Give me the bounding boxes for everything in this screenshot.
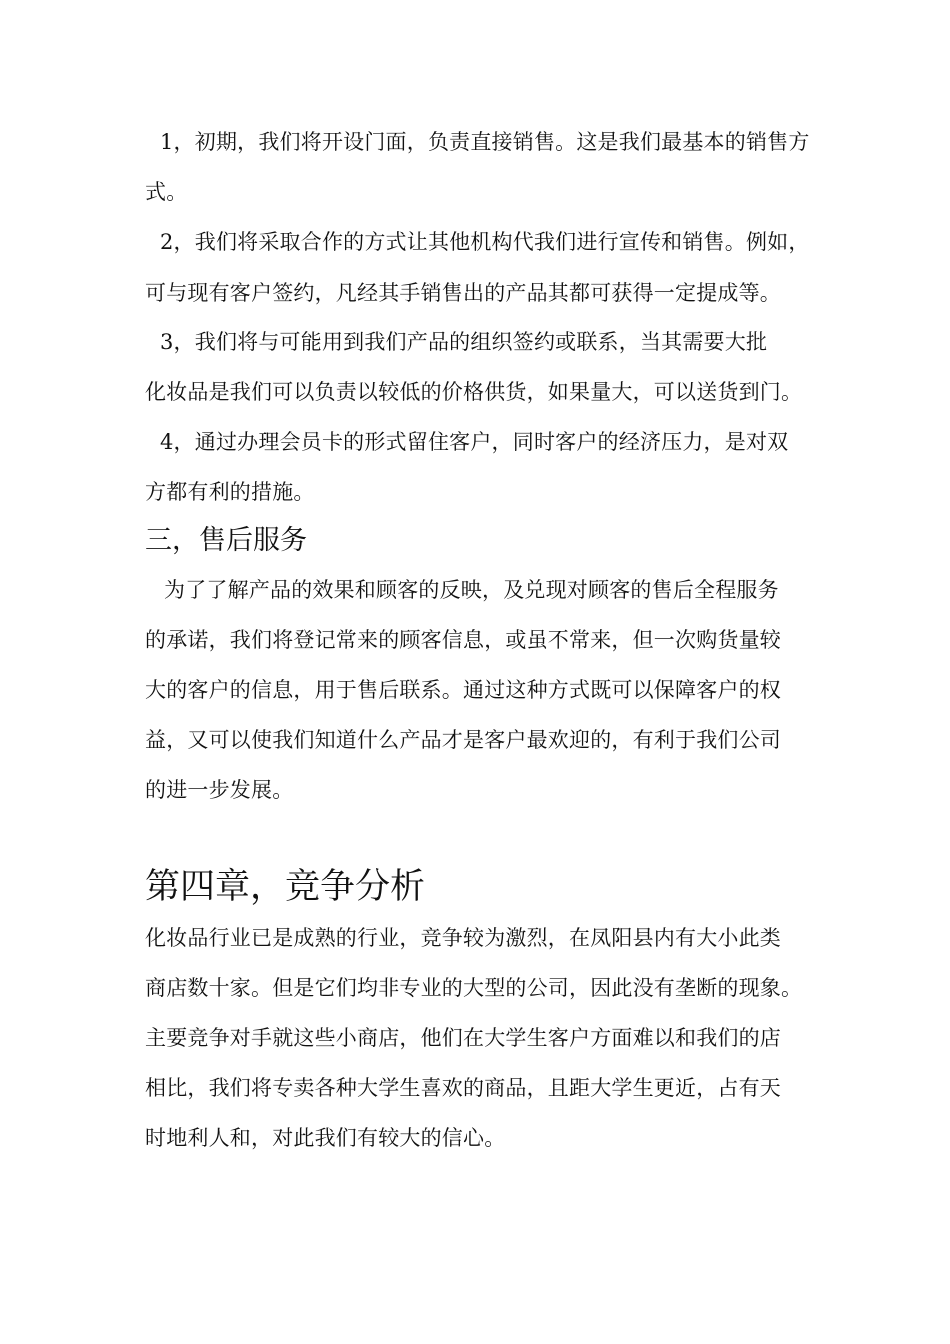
sales-item-4-line-2: 方都有利的措施。 bbox=[145, 480, 315, 504]
after-sales-line-1: 为了了解产品的效果和顾客的反映，及兑现对顾客的售后全程服务 bbox=[164, 578, 779, 602]
after-sales-line-3: 大的客户的信息，用于售后联系。通过这种方式既可以保障客户的权 bbox=[145, 678, 781, 702]
section-heading-after-sales: 三，售后服务 bbox=[145, 525, 307, 556]
competition-line-1: 化妆品行业已是成熟的行业，竞争较为激烈，在凤阳县内有大小此类 bbox=[145, 926, 781, 950]
sales-item-2-line-2: 可与现有客户签约，凡经其手销售出的产品其都可获得一定提成等。 bbox=[145, 281, 781, 305]
sales-item-4-line-1: 4，通过办理会员卡的形式留住客户，同时客户的经济压力，是对双 bbox=[160, 430, 789, 454]
sales-item-3-line-1: 3，我们将与可能用到我们产品的组织签约或联系，当其需要大批 bbox=[160, 330, 768, 354]
sales-item-1-line-1: 1，初期，我们将开设门面，负责直接销售。这是我们最基本的销售方 bbox=[160, 130, 810, 154]
competition-line-2: 商店数十家。但是它们均非专业的大型的公司，因此没有垄断的现象。 bbox=[145, 976, 803, 1000]
after-sales-line-5: 的进一步发展。 bbox=[145, 778, 294, 802]
sales-item-2-line-1: 2，我们将采取合作的方式让其他机构代我们进行宣传和销售。例如， bbox=[160, 230, 810, 254]
chapter-heading-competition: 第四章，竞争分析 bbox=[145, 867, 426, 907]
after-sales-line-2: 的承诺，我们将登记常来的顾客信息，或虽不常来，但一次购货量较 bbox=[145, 628, 781, 652]
competition-line-4: 相比，我们将专卖各种大学生喜欢的商品，且距大学生更近，占有天 bbox=[145, 1076, 781, 1100]
after-sales-line-4: 益，又可以使我们知道什么产品才是客户最欢迎的，有利于我们公司 bbox=[145, 728, 781, 752]
competition-line-3: 主要竞争对手就这些小商店，他们在大学生客户方面难以和我们的店 bbox=[145, 1026, 781, 1050]
competition-line-5: 时地利人和，对此我们有较大的信心。 bbox=[145, 1126, 506, 1150]
sales-item-3-line-2: 化妆品是我们可以负责以较低的价格供货，如果量大，可以送货到门。 bbox=[145, 380, 803, 404]
sales-item-1-line-2: 式。 bbox=[145, 180, 188, 204]
